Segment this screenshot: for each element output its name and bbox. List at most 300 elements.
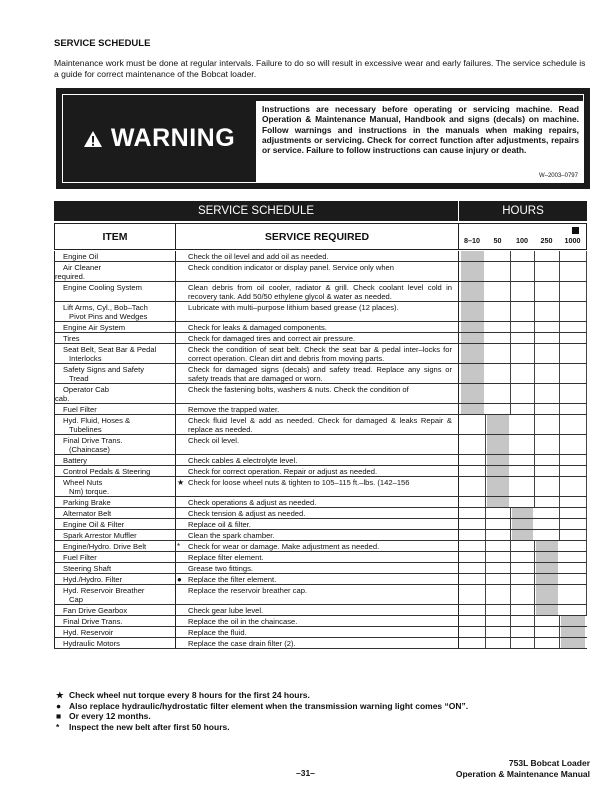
row-item [54, 552, 175, 562]
row-item [54, 251, 175, 261]
interval-cell [559, 262, 587, 281]
interval-cell [459, 519, 486, 529]
row-service-text: Check cables & electrolyte level. [188, 456, 298, 465]
footnote [56, 711, 596, 722]
interval-cell [459, 638, 486, 648]
interval-cell [559, 404, 587, 414]
interval-cell-shaded [487, 497, 509, 507]
row-service-text: Replace the fluid. [188, 628, 247, 637]
interval-cell [559, 435, 587, 454]
interval-cell-shaded [512, 508, 533, 518]
interval-cell [459, 466, 486, 476]
row-service [175, 466, 459, 476]
footer-model: 753L Bobcat Loader [508, 758, 590, 768]
footnote-text: Also replace hydraulic/hydrostatic filter element when the transmission warning light comes “ON”. [69, 700, 469, 711]
row-service-text: Check for wear or damage. Make adjustment as needed. [188, 542, 380, 551]
interval-cell-shaded [536, 585, 558, 604]
table-row [54, 530, 587, 541]
table-row [54, 404, 587, 415]
row-service [175, 302, 459, 321]
row-item [54, 508, 175, 518]
interval-cell-shaded [487, 455, 509, 465]
row-service-text: Grease two fittings. [188, 564, 253, 573]
interval-cell-shaded [461, 344, 484, 363]
interval-cell [559, 455, 587, 465]
row-item-line: Hyd. Reservoir Breather [63, 586, 145, 595]
row-item [54, 563, 175, 573]
row-service-text: Check for correct operation. Repair or adjust as needed. [188, 467, 378, 476]
row-service [175, 415, 459, 434]
row-service [175, 530, 459, 540]
interval-cell [559, 466, 587, 476]
interval-cell [459, 574, 486, 584]
row-item [54, 333, 175, 343]
warning-label [63, 95, 255, 182]
row-service-text: Check for leaks & damaged components. [188, 323, 327, 332]
row-item [54, 364, 175, 383]
row-item-line: Tires [63, 334, 80, 343]
interval-cell [559, 541, 587, 551]
interval-cell [534, 364, 560, 383]
page-heading: SERVICE SCHEDULE [54, 38, 151, 49]
row-item [54, 435, 175, 454]
service-column-header: SERVICE REQUIRED [175, 223, 459, 250]
table-row [54, 364, 587, 384]
interval-cell [559, 574, 587, 584]
footnote [56, 690, 596, 701]
interval-cell [485, 384, 511, 403]
row-item [54, 616, 175, 626]
interval-cell [510, 455, 535, 465]
table-row [54, 552, 587, 563]
row-service [175, 519, 459, 529]
row-service-text: Clean the spark chamber. [188, 531, 275, 540]
row-service-text: Remove the trapped water. [188, 405, 280, 414]
hours-header-100: 100 [510, 223, 535, 250]
interval-cell [510, 251, 535, 261]
row-item-line: Engine Oil & Filter [63, 520, 125, 529]
interval-cell-shaded [461, 322, 484, 332]
interval-cell [485, 605, 511, 615]
interval-cell [559, 322, 587, 332]
item-column-header: ITEM [54, 223, 176, 250]
interval-cell [510, 282, 535, 301]
row-service-text: Check for damaged tires and correct air pressure. [188, 334, 356, 343]
footnote-text: Inspect the new belt after first 50 hours. [69, 721, 230, 732]
row-service-text: Replace the oil in the chaincase. [188, 617, 298, 626]
row-item-line: Fuel Filter [63, 553, 97, 562]
table-row [54, 302, 587, 322]
row-item-line: Pivot Pins and Wedges [69, 312, 148, 321]
row-item-line: required. [55, 272, 85, 281]
interval-cell-shaded [536, 541, 558, 551]
row-service-text: Lubricate with multi–purpose lithium based grease (12 places). [188, 303, 399, 312]
row-service-text: Replace the case drain filter (2). [188, 639, 296, 648]
row-item [54, 344, 175, 363]
row-item-line: Final Drive Trans. [63, 617, 123, 626]
row-service-text: Replace filter element. [188, 553, 264, 562]
interval-cell [534, 627, 560, 637]
interval-cell [559, 519, 587, 529]
table-row [54, 563, 587, 574]
interval-cell [459, 508, 486, 518]
table-row [54, 477, 587, 497]
interval-cell [534, 477, 560, 496]
interval-cell [485, 585, 511, 604]
row-item [54, 415, 175, 434]
warning-message-panel [256, 101, 584, 182]
interval-cell [534, 404, 560, 414]
interval-cell [485, 541, 511, 551]
row-service-text: Check operations & adjust as needed. [188, 498, 317, 507]
row-item [54, 282, 175, 301]
interval-cell-shaded [461, 262, 484, 281]
row-service [175, 364, 459, 383]
interval-cell [534, 616, 560, 626]
interval-cell [534, 519, 560, 529]
row-item [54, 530, 175, 540]
table-row [54, 638, 587, 649]
row-item [54, 627, 175, 637]
row-item-line: Spark Arrestor Muffler [63, 531, 137, 540]
table-row [54, 585, 587, 605]
row-item-line: Operator Cab [63, 385, 110, 394]
row-service [175, 322, 459, 332]
interval-cell [485, 302, 511, 321]
interval-cell [559, 552, 587, 562]
interval-cell [485, 638, 511, 648]
interval-cell [459, 552, 486, 562]
row-service [175, 563, 459, 573]
table-row [54, 605, 587, 616]
hours-header-8-10: 8–10 [459, 223, 486, 250]
schedule-rows [54, 251, 587, 649]
table-row [54, 333, 587, 344]
interval-cell [485, 574, 511, 584]
footnote [56, 722, 596, 733]
interval-cell [559, 497, 587, 507]
row-service [175, 497, 459, 507]
interval-cell [485, 508, 511, 518]
interval-cell [510, 404, 535, 414]
row-service-text: Replace the filter element. [188, 575, 277, 584]
interval-cell [534, 262, 560, 281]
page-number: –31– [296, 768, 315, 778]
schedule-title-band: SERVICE SCHEDULE [54, 201, 458, 221]
table-row [54, 344, 587, 364]
square-marker-icon [572, 227, 579, 234]
row-item-line: Safety Signs and Safety [63, 365, 145, 374]
interval-cell [510, 574, 535, 584]
row-service-text: Replace the reservoir breather cap. [188, 586, 308, 595]
interval-cell [510, 627, 535, 637]
interval-cell [559, 384, 587, 403]
row-item-line: Cap [69, 595, 83, 604]
interval-cell-shaded [561, 616, 585, 626]
interval-cell [510, 552, 535, 562]
warning-triangle-icon [83, 130, 103, 148]
row-service [175, 638, 459, 648]
row-service-text: Check fluid level & add as needed. Check for damaged & leaks Repair & replace as needed. [188, 416, 452, 434]
interval-cell [510, 322, 535, 332]
row-service [175, 404, 459, 414]
interval-cell-shaded [487, 466, 509, 476]
row-item-line: cab. [55, 394, 70, 403]
row-service [175, 508, 459, 518]
interval-cell [534, 466, 560, 476]
interval-cell [559, 364, 587, 383]
table-row [54, 541, 587, 552]
interval-cell-shaded [487, 415, 509, 434]
table-row [54, 616, 587, 627]
interval-cell [559, 605, 587, 615]
table-row [54, 497, 587, 508]
interval-cell [559, 333, 587, 343]
interval-cell [559, 251, 587, 261]
interval-cell [510, 344, 535, 363]
row-item-line: Hydraulic Motors [63, 639, 120, 648]
interval-cell [534, 415, 560, 434]
interval-cell-shaded [461, 282, 484, 301]
row-item-line: Wheel Nuts [63, 478, 103, 487]
interval-cell [534, 455, 560, 465]
table-row [54, 282, 587, 302]
table-row [54, 627, 587, 638]
footnote-symbol: ★ [56, 690, 64, 700]
row-item-line: Seat Belt, Seat Bar & Pedal [63, 345, 157, 354]
interval-cell [534, 344, 560, 363]
table-row [54, 262, 587, 282]
interval-cell [510, 302, 535, 321]
service-schedule-table [54, 201, 587, 663]
row-service [175, 541, 459, 551]
interval-cell [510, 541, 535, 551]
row-service [175, 585, 459, 604]
row-marker: ★ [177, 478, 185, 487]
footnote [56, 701, 596, 712]
interval-cell [485, 627, 511, 637]
row-service-text: Replace oil & filter. [188, 520, 251, 529]
interval-cell [459, 585, 486, 604]
interval-cell [459, 477, 486, 496]
row-service-text: Check gear lube level. [188, 606, 264, 615]
footnote-symbol: ■ [56, 711, 62, 722]
row-item-line: Steering Shaft [63, 564, 112, 573]
interval-cell [510, 638, 535, 648]
table-row [54, 574, 587, 585]
interval-cell [510, 497, 535, 507]
row-service-text: Check the fastening bolts, washers & nuts. Check the condition of [188, 385, 409, 394]
row-service-text: Check the condition of seat belt. Check the seat bar & pedal inter–locks for correct operation. Clean dirt and debris from moving parts. [188, 345, 452, 363]
row-item [54, 638, 175, 648]
row-service [175, 344, 459, 363]
interval-cell [534, 530, 560, 540]
row-item-line: Battery [63, 456, 88, 465]
row-service-text: Check tension & adjust as needed. [188, 509, 306, 518]
row-service [175, 455, 459, 465]
row-item [54, 466, 175, 476]
row-item [54, 574, 175, 584]
interval-cell [485, 364, 511, 383]
interval-cell [559, 415, 587, 434]
interval-cell [559, 530, 587, 540]
interval-cell [485, 333, 511, 343]
interval-cell [459, 605, 486, 615]
interval-cell-shaded [561, 627, 585, 637]
row-item-line: Tread [69, 374, 89, 383]
row-service-text: Check oil level. [188, 436, 240, 445]
footer-manual: Operation & Maintenance Manual [455, 769, 590, 779]
table-row [54, 455, 587, 466]
row-service [175, 282, 459, 301]
row-marker: * [177, 542, 181, 551]
table-row [54, 508, 587, 519]
interval-cell [459, 530, 486, 540]
interval-cell [559, 344, 587, 363]
row-service [175, 574, 459, 584]
interval-cell [459, 455, 486, 465]
row-service [175, 251, 459, 261]
row-service [175, 384, 459, 403]
interval-cell-shaded [512, 530, 533, 540]
interval-cell [485, 251, 511, 261]
row-service-text: Check the oil level and add oil as needed. [188, 252, 329, 261]
interval-cell [485, 404, 511, 414]
interval-cell [534, 333, 560, 343]
interval-cell [459, 541, 486, 551]
row-item [54, 302, 175, 321]
interval-cell-shaded [536, 552, 558, 562]
interval-cell [534, 302, 560, 321]
table-row [54, 415, 587, 435]
row-item-line: (Chaincase) [69, 445, 110, 454]
table-row [54, 322, 587, 333]
warning-code: W–2003–0797 [538, 173, 578, 179]
row-item-line: Engine Air System [63, 323, 126, 332]
interval-cell [485, 563, 511, 573]
interval-cell-shaded [512, 519, 533, 529]
row-item [54, 497, 175, 507]
interval-cell [534, 251, 560, 261]
interval-cell [459, 435, 486, 454]
interval-cell-shaded [461, 404, 484, 414]
row-service [175, 627, 459, 637]
footnote-text: Check wheel nut torque every 8 hours for the first 24 hours. [69, 690, 310, 700]
row-item-line: Lift Arms, Cyl., Bob–Tach [63, 303, 148, 312]
interval-cell [510, 435, 535, 454]
interval-cell [534, 435, 560, 454]
interval-cell [510, 384, 535, 403]
interval-cell [559, 282, 587, 301]
interval-cell [459, 616, 486, 626]
interval-cell [459, 415, 486, 434]
row-item [54, 404, 175, 414]
row-item-line: Fuel Filter [63, 405, 97, 414]
row-item-line: Hyd. Fluid, Hoses & [63, 416, 131, 425]
interval-cell [510, 333, 535, 343]
interval-cell [485, 530, 511, 540]
row-service-text: Check for loose wheel nuts & tighten to 105–115 ft.–lbs. (142–156 [188, 478, 410, 487]
warning-box [56, 88, 590, 189]
interval-cell [559, 477, 587, 496]
intro-paragraph: Maintenance work must be done at regular intervals. Failure to do so will result in excessive wear and early failures. The service schedule is a guide for correct maintenance of the Bobcat loader. [54, 58, 586, 79]
row-item [54, 605, 175, 615]
interval-cell-shaded [461, 364, 484, 383]
hours-header-50: 50 [485, 223, 511, 250]
row-service [175, 435, 459, 454]
interval-cell [485, 552, 511, 562]
row-item-line: Interlocks [69, 354, 102, 363]
interval-cell-shaded [536, 563, 558, 573]
interval-cell-shaded [461, 251, 484, 261]
interval-cell-shaded [536, 574, 558, 584]
interval-cell [559, 563, 587, 573]
interval-cell [534, 384, 560, 403]
row-service [175, 605, 459, 615]
row-item [54, 477, 175, 496]
interval-cell-shaded [461, 333, 484, 343]
interval-cell-shaded [461, 302, 484, 321]
interval-cell [459, 497, 486, 507]
interval-cell [510, 262, 535, 281]
row-item [54, 519, 175, 529]
row-item [54, 585, 175, 604]
row-service [175, 333, 459, 343]
footnote-text: Or every 12 months. [69, 711, 151, 722]
row-item-line: Tubelines [69, 425, 102, 434]
row-item [54, 262, 175, 281]
interval-cell [510, 605, 535, 615]
row-service-text: Clean debris from oil cooler, radiator & grill. Check coolant level cold in recovery tank. Add 50/50 ethylene glycol & water as needed. [188, 283, 452, 301]
row-item-line: Fan Drive Gearbox [63, 606, 128, 615]
table-row [54, 251, 587, 262]
row-service [175, 477, 459, 496]
row-item-line: Engine Oil [63, 252, 99, 261]
interval-cell [485, 344, 511, 363]
interval-cell [510, 585, 535, 604]
row-service [175, 616, 459, 626]
table-row [54, 435, 587, 455]
interval-cell [485, 262, 511, 281]
interval-cell-shaded [487, 435, 509, 454]
interval-cell [559, 302, 587, 321]
interval-cell [459, 627, 486, 637]
interval-cell-shaded [561, 638, 585, 648]
row-item-line: Engine/Hydro. Drive Belt [63, 542, 147, 551]
interval-cell-shaded [487, 477, 509, 496]
interval-cell [459, 563, 486, 573]
interval-cell [485, 519, 511, 529]
warning-inner-frame [62, 94, 584, 183]
footnote-symbol: ● [56, 700, 62, 711]
row-item-line: Final Drive Trans. [63, 436, 123, 445]
row-item [54, 455, 175, 465]
row-service-text: Check for damaged signs (decals) and safety tread. Replace any signs or safety treads that are damaged or worn. [188, 365, 452, 383]
interval-cell [534, 322, 560, 332]
table-row [54, 384, 587, 404]
row-marker: ● [177, 575, 182, 584]
row-item-line: Hyd./Hydro. Filter [63, 575, 123, 584]
row-item [54, 541, 175, 551]
row-item-line: Parking Brake [63, 498, 111, 507]
footer-manual-title [456, 758, 590, 780]
interval-cell [510, 466, 535, 476]
row-item-line: Hyd. Reservoir [63, 628, 114, 637]
interval-cell [534, 638, 560, 648]
hours-header-250: 250 [534, 223, 560, 250]
interval-cell [559, 508, 587, 518]
hours-header-1000: 1000 [559, 223, 587, 250]
